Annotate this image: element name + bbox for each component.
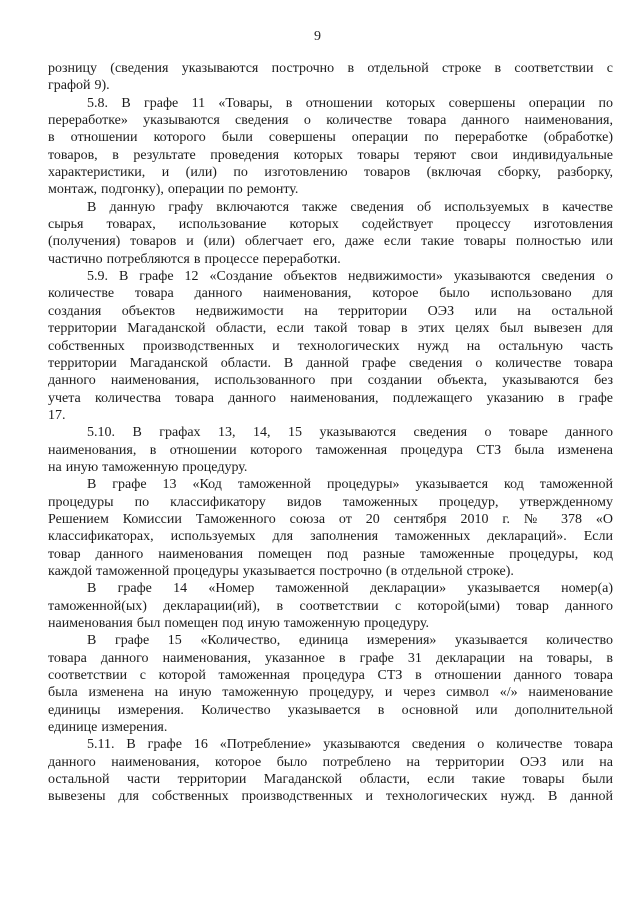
text-line: классификаторах, используемых для заполнения таможенных деклараций». Если	[48, 529, 613, 545]
text-line: наименования был помещен под иную таможенную процедуру.	[48, 616, 429, 631]
text-line: была изменена на иную таможенную процедуру, и через символ «/» наименование	[48, 685, 613, 701]
text-line: соответствии с которой таможенная процедура СТЗ в отношении данного товара	[48, 668, 613, 684]
text-line: графой 9).	[48, 78, 110, 94]
text-line: товара данного наименования, указанное в графе 31 декларации на товары, в	[48, 650, 613, 666]
text-line: каждой таможенной процедуры указывается построчно (в отдельной строке).	[48, 563, 514, 579]
text-line: количестве товара данного наименования, которое было использовано для	[48, 286, 613, 302]
text-line: таможенной(ых) декларации(ий), в соответствии с которой(ыми) товар данного	[48, 598, 613, 614]
text-line: на иную таможенную процедуру.	[48, 459, 248, 475]
text-line: данного наименования, использованного при создании объекта, указываются без	[48, 373, 613, 389]
text-line: В графе 13 «Код таможенной процедуры» указывается код таможенной	[87, 477, 613, 493]
text-line: розницу (сведения указываются построчно в отдельной строке в соответствии с	[48, 61, 613, 76]
text-line: 17.	[48, 407, 66, 423]
page-number: 9	[314, 29, 321, 44]
text-line: остальной части территории Магаданской области, если такие товары были	[48, 772, 613, 788]
text-line: 5.11. В графе 16 «Потребление» указываются сведения о количестве товара	[87, 737, 613, 753]
text-line: 5.9. В графе 12 «Создание объектов недвижимости» указываются сведения о	[87, 269, 613, 285]
text-line: процедуры по классификатору видов таможенных процедур, утвержденному	[48, 494, 613, 510]
text-line: единице измерения.	[48, 720, 168, 736]
document-text-block	[48, 60, 613, 806]
text-line: 5.8. В графе 11 «Товары, в отношении которых совершены операции по	[87, 95, 613, 111]
text-line: данного наименования, которое было потреблено на территории ОЭЗ или на	[48, 754, 613, 770]
text-line: территории Магаданской области. В данной графе сведения о количестве товара	[48, 355, 613, 371]
text-line: монтаж, подгонку), операции по ремонту.	[48, 182, 299, 198]
text-line: (получения) товаров и (или) облегчает его, даже если такие товары полностью или	[48, 234, 613, 250]
text-line: 5.10. В графах 13, 14, 15 указываются сведения о товаре данного	[87, 425, 613, 441]
text-line: учета количества товара данного наименования, подлежащего указанию в графе	[48, 390, 613, 406]
text-line: единицы измерения. Количество указывается в основной или дополнительной	[48, 702, 613, 718]
text-line: в отношении которого были совершены операции по переработке (обработке)	[48, 130, 613, 146]
text-line: товаров, в результате проведения которых товары теряют свои индивидуальные	[48, 147, 613, 163]
text-line: В графе 14 «Номер таможенной декларации» указывается номер(а)	[87, 581, 613, 597]
text-line: территории Магаданской области, если такой товар в этих целях был вывезен для	[48, 321, 613, 337]
text-line: В данную графу включаются также сведения об используемых в качестве	[87, 199, 613, 215]
text-line: наименования, в отношении которого таможенная процедура СТЗ была изменена	[48, 442, 613, 458]
text-line: Решением Комиссии Таможенного союза от 20 сентября 2010 г. № 378 «О	[48, 511, 613, 527]
text-line: вывезены для собственных производственных и технологических нужд. В данной	[48, 789, 613, 805]
text-line: создания объектов недвижимости на территории ОЭЗ или на остальной	[48, 303, 613, 319]
text-line: переработке» указываются сведения о количестве товара данного наименования,	[48, 113, 613, 129]
text-line: сырья товарах, использование которых содействует процессу изготовления	[48, 217, 613, 233]
text-line: товар данного наименования помещен под разные таможенные процедуры, код	[48, 546, 613, 562]
text-line: В графе 15 «Количество, единица измерения» указывается количество	[87, 633, 613, 649]
text-line: характеристики, и (или) по изготовлению товаров (включая сборку, разборку,	[48, 165, 613, 181]
text-line: собственных производственных и технологических нужд на остальную часть	[48, 338, 613, 354]
text-line: частично потребляются в процессе переработки.	[48, 251, 341, 267]
